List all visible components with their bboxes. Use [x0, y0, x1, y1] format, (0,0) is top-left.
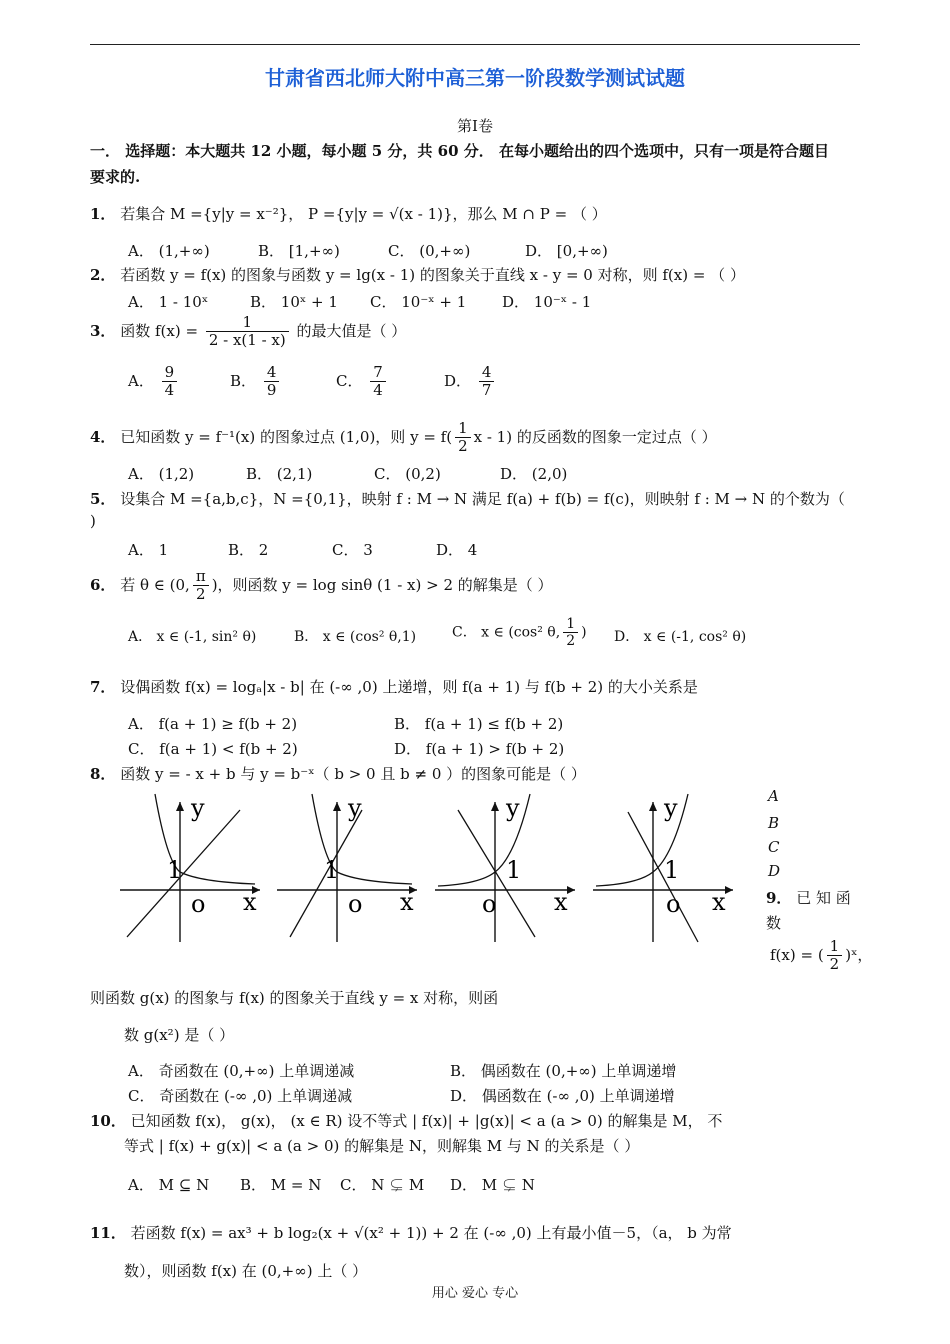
graph-d: [588, 792, 738, 947]
q2-option-b: B． 10ˣ + 1: [250, 293, 338, 311]
question-1: [90, 203, 607, 224]
question-stem-post: )，则函数 y = log sinθ (1 - x) > 2 的解集是（ ）: [211, 575, 553, 594]
question-number: 1．: [90, 205, 116, 223]
question-number: 4．: [90, 427, 116, 446]
graph-a: [115, 792, 265, 947]
question-stem: 设偶函数 f(x) = logₐ|x - b| 在 (-∞ ,0) 上递增，则 f(a + 1) 与 f(b + 2) 的大小关系是: [120, 678, 698, 696]
q10-option-b: B． M = N: [240, 1176, 322, 1194]
q1-option-b: B． [1,+∞): [258, 242, 340, 260]
question-stem-pre: 若 θ ∈ (0,: [120, 575, 190, 594]
question-5: [90, 488, 845, 509]
volume-label: 第Ⅰ卷: [457, 117, 493, 135]
q9-option-c: C． 奇函数在 (-∞ ,0) 上单调递减: [128, 1087, 353, 1105]
question-stem: 函数 y = - x + b 与 y = b⁻ˣ（ b > 0 且 b ≠ 0 ）的图象可能是（ ）: [120, 765, 586, 783]
axis-y-label: y: [191, 794, 205, 822]
q7-option-d: D． f(a + 1) > f(b + 2): [394, 740, 565, 758]
svg-text:o: o: [482, 890, 497, 918]
question-number: 5．: [90, 490, 116, 508]
question-number: 6．: [90, 575, 116, 594]
question-number: 8．: [90, 765, 116, 783]
q2-option-a: A． 1 - 10ˣ: [128, 293, 209, 311]
q4-option-b: B． (2,1): [246, 465, 313, 483]
axis-x-label: x: [243, 888, 257, 916]
question-11-cont: 数），则函数 f(x) 在 (0,+∞) 上（ ）: [124, 1262, 368, 1280]
question-10: [90, 1110, 722, 1131]
question-11: [90, 1222, 732, 1243]
page-title: 甘肃省西北师大附中高三第一阶段数学测试试题: [265, 66, 685, 90]
question-stem: 设集合 M ={a,b,c}，N ={0,1}，映射 f : M → N 满足 f(a) + f(b) = f(c)，则映射 f : M → N 的个数为（: [120, 490, 845, 508]
q1-option-d: D． [0,+∞): [525, 242, 608, 260]
q4-option-a: A． (1,2): [128, 465, 195, 483]
svg-text:o: o: [666, 890, 681, 918]
q3-option-d: D． $\frac{4}{7}$: [444, 364, 497, 400]
top-rule: [90, 44, 860, 45]
q9-option-d: D． 偶函数在 (-∞ ,0) 上单调递增: [450, 1087, 675, 1105]
question-9-line2: 则函数 g(x) 的图象与 f(x) 的图象关于直线 y = x 对称，则函: [90, 989, 499, 1007]
q4-option-d: D． (2,0): [500, 465, 568, 483]
q2-option-d: D． 10⁻ˣ - 1: [502, 293, 592, 311]
graph-label-b: B: [768, 814, 780, 832]
q6-option-b: B． x ∈ (cos² θ,1): [294, 629, 417, 645]
question-number: 2．: [90, 266, 116, 284]
svg-text:o: o: [348, 890, 363, 918]
question-stem: 已知函数 f(x)， g(x)， (x ∈ R) 设不等式 | f(x)| + |g(x)| < a (a > 0) 的解集是 M， 不: [130, 1112, 723, 1130]
question-stem: 若函数 f(x) = ax³ + b log₂(x + √(x² + 1)) + 2 在 (-∞ ,0) 上有最小值－5，（a， b 为常: [130, 1224, 732, 1242]
q6-option-d: D． x ∈ (-1, cos² θ): [614, 629, 747, 645]
q6-option-a: A． x ∈ (-1, sin² θ): [128, 629, 257, 645]
question-stem-post: 的最大值是（ ）: [296, 321, 407, 340]
section-heading: 一． 选择题：本大题共 12 小题，每小题 5 分，共 60 分． 在每小题给出的四个选项中，只有一项是符合题目: [90, 142, 829, 160]
svg-text:1: 1: [506, 856, 522, 884]
q5-option-a: A． 1: [128, 541, 169, 559]
q1-option-c: C． (0,+∞): [388, 242, 471, 260]
question-stem: 若集合 M ={y|y = x⁻²}， P ={y|y = √(x - 1)}，那么 M ∩ P = （ ）: [120, 205, 607, 223]
svg-text:y: y: [348, 794, 362, 822]
fraction: $\frac{1}{2}$: [455, 420, 471, 456]
q7-option-c: C． f(a + 1) < f(b + 2): [128, 740, 298, 758]
question-9-function: f(x) = ( $\frac{1}{2}$ )ˣ，: [770, 937, 873, 974]
q6-option-c: C． x ∈ (cos² θ, $\frac{1}{2}$ ): [452, 616, 587, 650]
graph-b: [272, 792, 422, 947]
question-number: 7．: [90, 678, 116, 696]
question-7: [90, 676, 698, 697]
q9-option-a: A． 奇函数在 (0,+∞) 上单调递减: [128, 1062, 355, 1080]
q5-option-b: B． 2: [228, 541, 269, 559]
q5-option-d: D． 4: [436, 541, 478, 559]
one-label: 1: [167, 856, 183, 884]
question-number: 9．: [766, 889, 792, 907]
q10-option-a: A． M ⊆ N: [128, 1176, 210, 1194]
question-stem-post: x - 1) 的反函数的图象一定过点（ ）: [473, 427, 717, 446]
fraction: $\frac{\pi}{2}$: [193, 568, 209, 604]
question-number: 11．: [90, 1224, 126, 1242]
svg-text:x: x: [554, 888, 568, 916]
q1-option-a: A． (1,+∞): [128, 242, 210, 260]
question-9-line3: 数 g(x²) 是（ ）: [124, 1026, 235, 1044]
svg-text:x: x: [712, 888, 726, 916]
question-number: 3．: [90, 321, 116, 340]
question-9: 9． 已 知 函: [766, 889, 851, 907]
q2-option-c: C． 10⁻ˣ + 1: [370, 293, 467, 311]
question-4: [90, 420, 717, 456]
graph-label-c: C: [768, 838, 780, 856]
question-10-cont: 等式 | f(x) + g(x)| < a (a > 0) 的解集是 N，则解集 M 与 N 的关系是（ ）: [124, 1137, 640, 1155]
question-stem: 若函数 y = f(x) 的图象与函数 y = lg(x - 1) 的图象关于直线 x - y = 0 对称，则 f(x) = （ ）: [120, 266, 745, 284]
q10-option-c: C． N ⊊ M: [340, 1176, 425, 1194]
q3-option-b: B． $\frac{4}{9}$: [230, 364, 282, 400]
graph-label-d: D: [768, 862, 781, 880]
origin-label: o: [191, 890, 206, 918]
q4-option-c: C． (0,2): [374, 465, 441, 483]
question-number: 10．: [90, 1112, 126, 1130]
question-3: [90, 314, 406, 350]
q3-option-c: C． $\frac{7}{4}$: [336, 364, 389, 400]
graph-c: [430, 792, 580, 947]
graph-label-a: A: [768, 787, 779, 805]
q5-option-c: C． 3: [332, 541, 373, 559]
question-8: [90, 763, 586, 784]
svg-text:1: 1: [664, 856, 680, 884]
question-6: [90, 568, 553, 604]
q7-option-a: A． f(a + 1) ≥ f(b + 2): [128, 715, 298, 733]
fraction: $\frac{1}{2 - x(1 - x)}$: [206, 314, 289, 350]
question-stem-pre: 函数 f(x) =: [120, 321, 199, 340]
question-9-cont: 数: [766, 914, 782, 932]
svg-text:y: y: [506, 794, 520, 822]
svg-text:x: x: [400, 888, 414, 916]
q7-option-b: B． f(a + 1) ≤ f(b + 2): [394, 715, 564, 733]
section-heading-cont: 要求的.: [90, 168, 141, 186]
question-5-cont: ): [90, 512, 96, 530]
question-2: [90, 264, 745, 285]
svg-text:y: y: [664, 794, 678, 822]
q3-option-a: A． $\frac{9}{4}$: [128, 364, 180, 400]
page-footer: 用心 爱心 专心: [431, 1286, 519, 1301]
svg-text:1: 1: [324, 856, 340, 884]
q10-option-d: D． M ⊊ N: [450, 1176, 535, 1194]
question-stem-pre: 已知函数 y = f⁻¹(x) 的图象过点 (1,0)，则 y = f(: [120, 427, 453, 446]
q9-option-b: B． 偶函数在 (0,+∞) 上单调递增: [450, 1062, 677, 1080]
